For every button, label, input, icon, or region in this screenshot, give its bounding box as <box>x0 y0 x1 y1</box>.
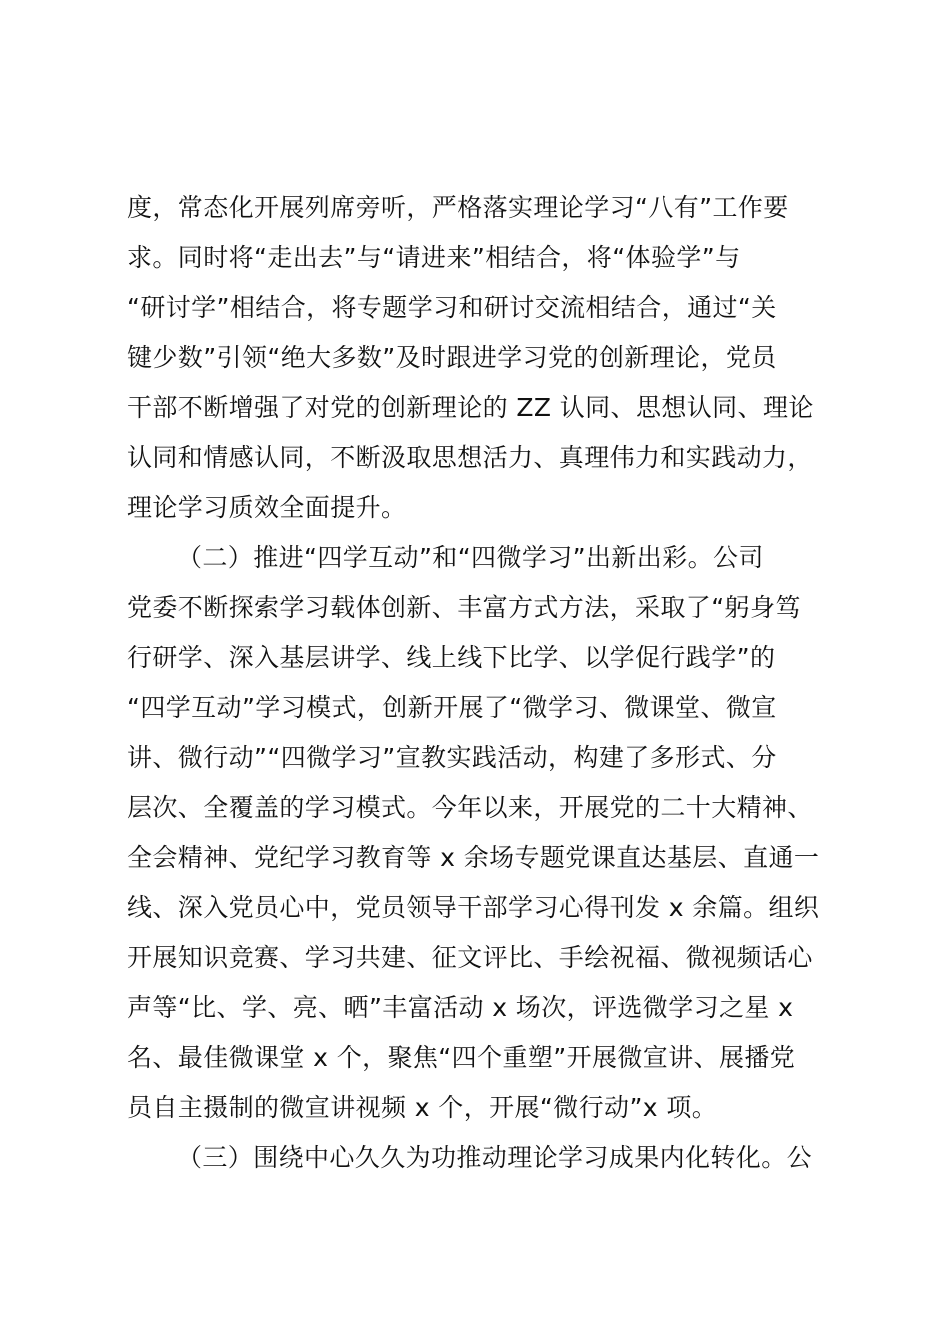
text-line: “研讨学”相结合，将专题学习和研讨交流相结合，通过“关 <box>127 293 777 322</box>
text-line: 讲、微行动”“四微学习”宣教实践活动，构建了多形式、分 <box>127 743 777 772</box>
text-line: 开展知识竞赛、学习共建、征文评比、手绘祝福、微视频话心 <box>127 943 813 972</box>
text-line: “四学互动”学习模式，创新开展了“微学习、微课堂、微宣 <box>127 693 777 722</box>
text-line: 党委不断探索学习载体创新、丰富方式方法，采取了“躬身笃 <box>127 593 801 622</box>
text-line: 度，常态化开展列席旁听，严格落实理论学习“八有”工作要 <box>127 193 789 222</box>
section-heading-2: （二）推进“四学互动”和“四微学习”出新出彩。公司 <box>177 543 764 572</box>
text-line: 名、最佳微课堂 x 个，聚焦“四个重塑”开展微宣讲、展播党 <box>127 1043 796 1072</box>
section-heading-3: （三）围绕中心久久为功推动理论学习成果内化转化。公 <box>177 1143 813 1172</box>
text-line: 干部不断增强了对党的创新理论的 ZZ 认同、思想认同、理论 <box>127 393 814 422</box>
text-line: 认同和情感认同，不断汲取思想活力、真理伟力和实践动力， <box>127 443 813 472</box>
text-line: 行研学、深入基层讲学、线上线下比学、以学促行践学”的 <box>127 643 776 672</box>
text-line: 层次、全覆盖的学习模式。今年以来，开展党的二十大精神、 <box>127 793 813 822</box>
text-line: 键少数”引领“绝大多数”及时跟进学习党的创新理论，党员 <box>127 343 777 372</box>
text-line: 理论学习质效全面提升。 <box>127 493 407 522</box>
text-line: 全会精神、党纪学习教育等 x 余场专题党课直达基层、直通一 <box>127 843 820 872</box>
text-line: 员自主摄制的微宣讲视频 x 个，开展“微行动”x 项。 <box>127 1093 718 1122</box>
text-line: 声等“比、学、亮、晒”丰富活动 x 场次，评选微学习之星 x <box>127 993 794 1022</box>
text-line: 求。同时将“走出去”与“请进来”相结合，将“体验学”与 <box>127 243 741 272</box>
text-line: 线、深入党员心中，党员领导干部学习心得刊发 x 余篇。组织 <box>127 893 820 922</box>
